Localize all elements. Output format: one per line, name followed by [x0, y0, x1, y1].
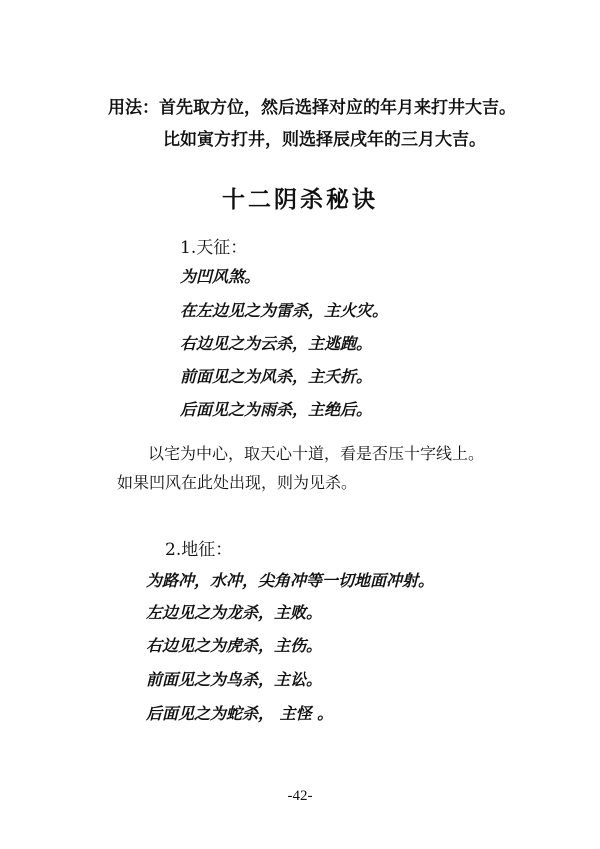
- usage-line-1: 用法：首先取方位，然后选择对应的年月来打井大吉。: [108, 98, 516, 118]
- usage-line-2: 比如寅方打井，则选择辰戌年的三月大吉。: [163, 130, 486, 150]
- section1-heading: 1.天征：: [180, 238, 248, 258]
- section1-line: 右边见之为云杀，主逃跑。: [180, 334, 373, 353]
- section1-line: 前面见之为风杀，主夭折。: [180, 367, 373, 386]
- section1-line: 为凹风煞。: [180, 267, 261, 286]
- section2-line: 左边见之为龙杀，主败。: [146, 603, 323, 622]
- section2-line: 右边见之为虎杀，主伤。: [146, 636, 323, 655]
- section2-line: 后面见之为蛇杀， 主怪 。: [146, 704, 334, 723]
- section1-line: 后面见之为雨杀，主绝后。: [180, 400, 373, 419]
- page-number: -42-: [287, 788, 313, 804]
- section1-line: 在左边见之为雷杀，主火灾。: [180, 301, 389, 320]
- section2-heading: 2.地征：: [165, 540, 233, 560]
- page-title: 十二阴杀秘诀: [222, 186, 378, 213]
- section2-line: 为路冲，水冲，尖角冲等一切地面冲射。: [146, 571, 435, 590]
- section2-line: 前面见之为鸟杀，主讼。: [146, 670, 323, 689]
- note-line-1: 以宅为中心，取天心十道，看是否压十字线上。: [148, 444, 485, 463]
- note-line-2: 如果凹风在此处出现，则为见杀。: [117, 473, 358, 492]
